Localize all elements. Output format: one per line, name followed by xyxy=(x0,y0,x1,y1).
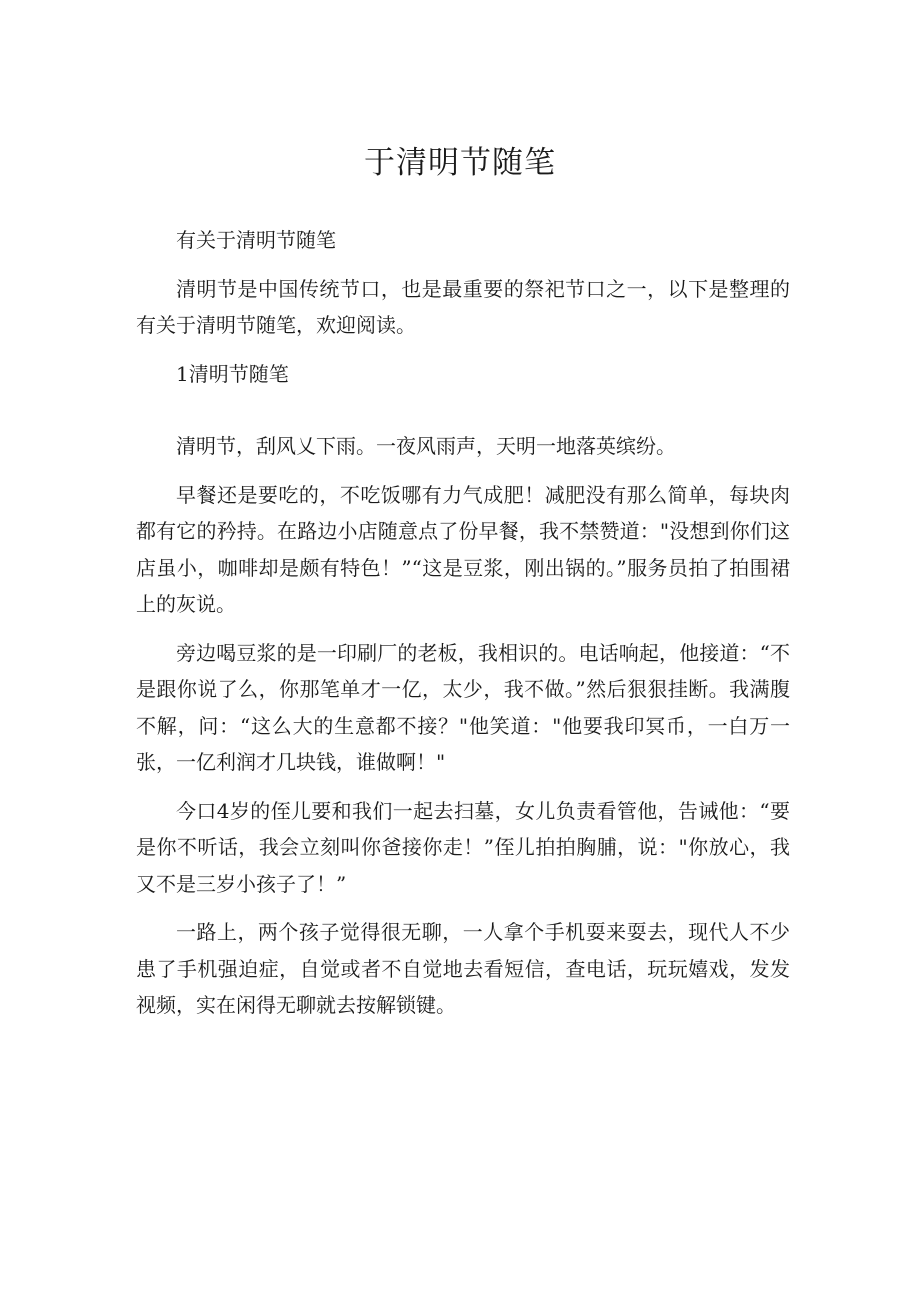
paragraph-subtitle: 有关于清明节随笔 xyxy=(176,228,336,252)
section-heading: 1清明节随笔 xyxy=(176,361,289,386)
paragraph: 旁边喝豆浆的是一印刷厂的老板，我相识的。电话响起，他接道：“不是跟你说了么，你那笔单才一亿，太少，我不做。”然后狠狠挂断。我满腹不解，问：“这么大的生意都不接？"他笑道："他要我印冥币，一白万一张，一亿利润才几块钱，谁做啊！" xyxy=(136,640,790,774)
document-title: 于清明节随笔 xyxy=(364,145,556,181)
paragraph-intro: 清明节是中国传统节口，也是最重要的祭祀节口之一，以下是整理的有关于清明节随笔，欢迎阅读。 xyxy=(136,276,790,337)
paragraph: 今口4岁的侄儿要和我们一起去扫墓，女儿负责看管他，告诫他：“要是你不听话，我会立刻叫你爸接你走！”侄儿拍拍胸脯，说："你放心，我又不是三岁小孩子了！” xyxy=(136,798,790,896)
document-body xyxy=(136,222,790,1036)
paragraph: 清明节，刮风乂下雨。一夜风雨声，天明一地落英缤纷。 xyxy=(176,434,676,458)
paragraph: 早餐还是要吃的，不吃饭哪有力气成肥！减肥没有那么简单，每块肉都有它的矜持。在路边小店随意点了份早餐，我不禁赞道："没想到你们这店虽小，咖啡却是颇有特色！”“这是豆浆，刚出锅的。”服务员拍了拍围裙上的灰说。 xyxy=(136,482,790,616)
paragraph: 一路上，两个孩子觉得很无聊，一人拿个手机耍来耍去，现代人不少患了手机强迫症，自觉或者不自觉地去看短信，查电话，玩玩嬉戏，发发视频，实在闲得无聊就去按解锁键。 xyxy=(136,920,790,1017)
